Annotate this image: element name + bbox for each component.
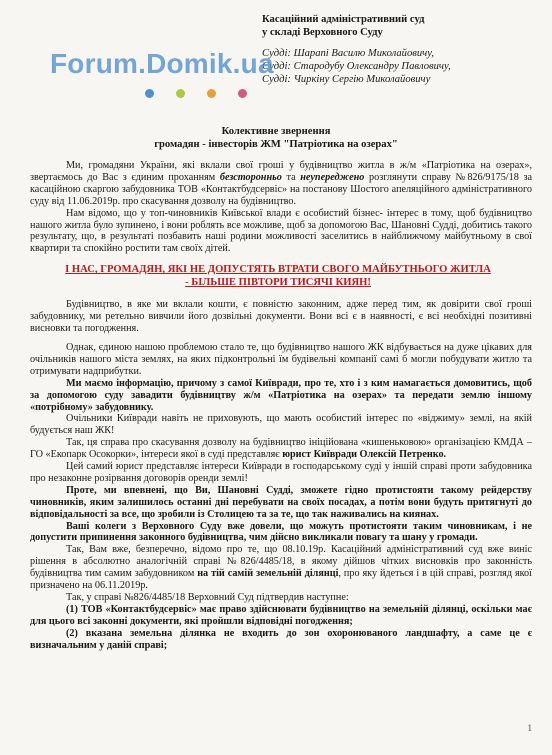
- watermark-logo: Forum.Domik.ua: [50, 48, 274, 79]
- paragraph: Так, у справі №826/4485/18 Верховний Суд підтвердив наступне:: [66, 592, 349, 603]
- title-line-1: Колективне звернення: [221, 126, 331, 137]
- watermark-dot: [145, 89, 154, 98]
- paragraph: Однак, єдиною нашою проблемою стало те, що будівництво нашого ЖК відбувається на дуже цікавих для очільників нашого міста землях, на яких підконтрольні їм будівельні компанії самі б могли побудувати житло та отримувати надприбутки.: [30, 341, 532, 377]
- text-run: , про яку йдеться і в цій справі, розгляд якої призначено на 06.11.2019р.: [30, 568, 532, 592]
- emphasis: на тій самій земельній ділянці: [197, 568, 339, 580]
- document-body: [30, 160, 532, 652]
- text-run: Так, Вам вже, безперечно, відомо про те, що 08.10.19р. Касаційний адміністративний суд вже виніс рішення в абсолютно аналогічній справі №826/4485/18, в якому дійшов чітких висновків про законність будівництва тим самим забудовником: [30, 544, 532, 580]
- text-run: розглянути справу №826/9175/18 за касаційною скаргою забудовника ТОВ «Контактбудсервіс» на постанову Шостого апеляційного адміністративного суду від 11.06.2019р. про скасування дозволу на будівництво.: [30, 171, 532, 207]
- page-number: 1: [527, 723, 532, 733]
- paragraph: Ми маємо інформацію, причому з самої Київради, про те, хто і з ким намагається домовитись, щоб за допомогою суду завадити будівництву ж/м «Патріотика на озерах» та передати землю іншому «потрібному» забудовнику.: [30, 377, 532, 413]
- paragraph: Нам відомо, що у топ-чиновників Київської влади є особистий бізнес- інтерес в тому, щоб будівництво нашого житла було зупинено, і вони роблять все можливе, щоб за допомогою Вас, Шановні Судді, добитись такого результату, що, в результаті позбавить наші родини можливості заселитись в найближчому майбутньому в свої квартири та спокійно ростити там своїх дітей.: [30, 207, 532, 255]
- paragraph: [30, 437, 532, 461]
- paragraph: Цей самий юрист представляє інтереси Київради в господарському суді у іншій справі проти забудовника про незаконне розірвання договорів оренди землі!: [30, 461, 532, 484]
- text-run: Так, ця справа про скасування дозволу на будівництво ініційована «кишеньковою» організацією КМДА – ГО «Екопарк Осокорки», інтереси якої в суді представляє: [30, 437, 532, 461]
- emphasis: юрист Київради Олексій Петренко.: [282, 449, 447, 461]
- paragraph: Ваші колеги з Верховного Суду вже довели, що можуть протистояти таким чиновникам, і не допустити припинення законного будівництва, чим дійсно викликали повагу та шану у громади.: [30, 520, 532, 544]
- judge-line-1: Судді: Шарапі Василю Миколайовичу,: [262, 48, 435, 59]
- paragraph: [30, 160, 532, 208]
- text-run: та: [281, 171, 301, 183]
- emphasis: безсторонньо: [219, 171, 282, 183]
- banner-line-2: - БІЛЬШЕ ПІВТОРИ ТИСЯЧІ КИЯН!: [185, 276, 371, 288]
- paragraph: [30, 544, 532, 592]
- paragraph: Будівництво, в яке ми вклали кошти, є повністю законним, адже перед тим, як довірити свої гроші забудовнику, ми ретельно вивчили його дозвільні документи. Вони всі є в наявності, є всі необхідні позитивні висновки та погодження.: [30, 299, 532, 335]
- emphasis: неупереджено: [300, 171, 365, 183]
- paragraph: (1) ТОВ «Контактбудсервіс» має право здійснювати будівництво на земельній ділянці, оскільки має для цього всі законні документи, які пройшли відповідні погодження;: [30, 603, 532, 627]
- paragraph: Очільники Київради навіть не приховують, що мають особистий інтерес по «віджиму» землі, на якій будується наш ЖК!: [30, 413, 532, 437]
- watermark-dot: [238, 89, 247, 98]
- watermark-dot: [176, 89, 185, 98]
- judge-line-2: Судді: Стародубу Олександру Павловичу,: [262, 61, 451, 72]
- paragraph: (2) вказана земельна ділянка не входить до зон охоронюваного ландшафту, а саме це є визначальним у даній справі;: [30, 627, 532, 651]
- document-title: [20, 126, 532, 151]
- watermark-dots: [145, 89, 247, 98]
- highlight-banner: [24, 264, 532, 289]
- paragraph: Проте, ми впевнені, що Ви, Шановні Судді, зможете гідно протистояти такому рейдерству чиновників, яким залишилось останні дні перебувати на своїх посадах, а потім вони будуть притягнуті до відповідальності за все, що зробили із Столицею та за те, що так наживались на киянах.: [30, 484, 532, 520]
- banner-line-1: І НАС, ГРОМАДЯН, ЯКІ НЕ ДОПУСТЯТЬ ВТРАТИ СВОГО МАЙБУТНЬОГО ЖИТЛА: [65, 264, 491, 276]
- text-run: Ми, громадяни України, які вклали свої гроші у будівництво житла в ж/м «Патріотика на озерах», звертаємось до Вас з єдиним проханням: [30, 160, 532, 183]
- addressee-block: [262, 13, 542, 86]
- court-composition: у складі Верховного Суду: [262, 27, 383, 38]
- judge-line-3: Судді: Чиркіну Сергію Миколайовичу: [262, 74, 431, 85]
- title-line-2: громадян - інвесторів ЖМ "Патріотика на озерах": [154, 138, 398, 150]
- court-name: Касаційний адміністративний суд: [262, 14, 425, 25]
- watermark-dot: [207, 89, 216, 98]
